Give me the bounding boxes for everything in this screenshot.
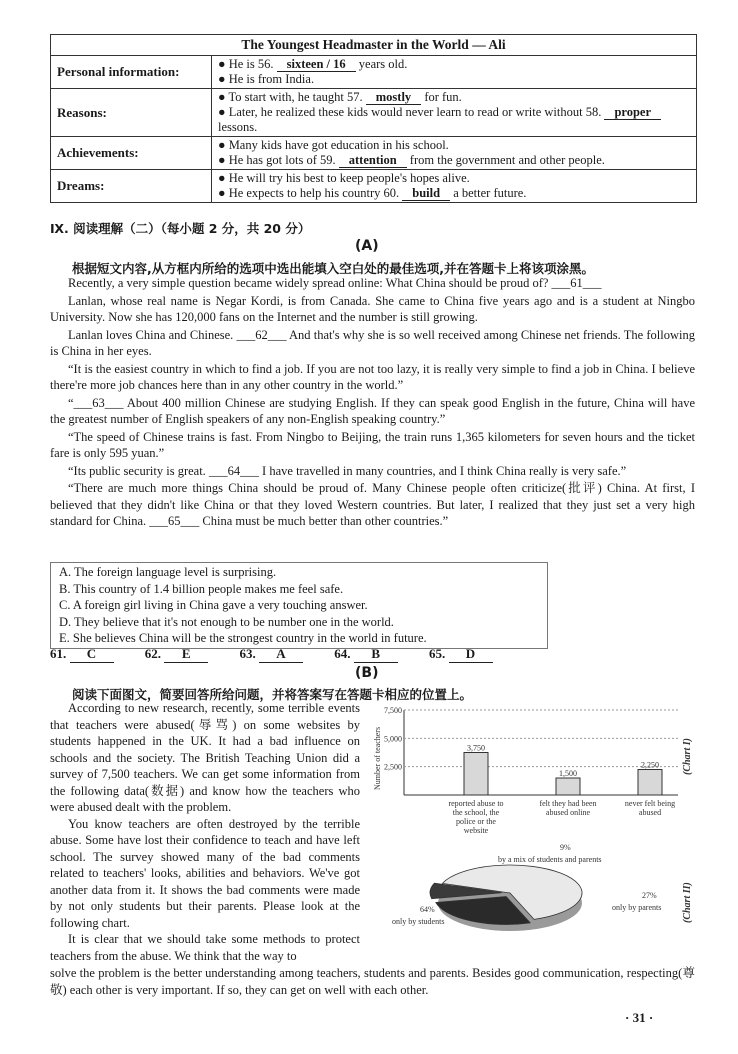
answer-num: 64. — [334, 646, 351, 661]
slice-value-label: 9% — [560, 843, 571, 852]
paragraph: “It is the easiest country in which to find a job. If you are not too lazy, it is really very simple to find a job in China. I believe there're more job chances here than in any other country in the world.” — [50, 361, 695, 392]
passage-a — [50, 275, 695, 530]
answer-blank: build — [402, 187, 450, 201]
line-text: Many kids have got education in his school. — [228, 138, 449, 152]
y-tick-label: 7,500 — [384, 706, 402, 715]
slice-label: by a mix of students and parents — [498, 855, 602, 864]
line-text: for fun. — [424, 90, 462, 104]
table-row — [51, 89, 697, 137]
info-table — [50, 34, 697, 203]
options-box — [50, 562, 548, 649]
row-label: Personal information: — [51, 56, 212, 89]
paragraph: “___63___ About 400 million Chinese are studying English. If they can speak good English in the future, China will have the greatest number of English speakers of any non-English speaking country.” — [50, 395, 695, 426]
chart-title: (Chart I) — [682, 738, 693, 775]
y-tick-label: 2,500 — [384, 762, 402, 772]
line-text: To start with, he taught 57. — [228, 90, 363, 104]
line-text: He expects to help his country 60. — [228, 186, 400, 200]
bar — [556, 778, 580, 795]
option: E. She believes China will be the strongest country in the world in future. — [59, 631, 427, 645]
bar — [464, 753, 488, 796]
paragraph: You know teachers are often destroyed by the terrible abuse. Some have lost their confidence to teach and have left school. The survey showed many of the bad comments related to teachers' looks, abilities and behaviors. We've got another data from it. It shows the bad comments were made by not only students but their parents. Please look at the following chart. — [50, 816, 360, 930]
bar — [638, 770, 662, 796]
bar-value-label: 3,750 — [467, 743, 485, 753]
answer-num: 62. — [144, 646, 161, 661]
row-content: ● Many kids have got education in his school. ● He has got lots of 59. attention from the government and other people. — [212, 137, 697, 170]
x-tick-label: reported abuse to the school, the police or the website — [448, 799, 504, 835]
part-a-label: (A) — [355, 238, 379, 254]
row-content: ● He is 56. sixteen / 16 years old. ● He is from India. — [212, 56, 697, 89]
bar-value-label: 2,250 — [641, 760, 659, 770]
answer-num: 63. — [239, 646, 256, 661]
option: D. They believe that it's not enough to be number one in the world. — [59, 614, 394, 629]
row-label: Reasons: — [51, 89, 212, 137]
paragraph: “There are much more things China should be proud of. Many Chinese people often criticize(批评) China. At first, I believed that they didn't like China or that they loved Western countries. But later, I realized that they just set a very high standard for China. ___65___ China must be much better than other countries.” — [50, 481, 695, 528]
y-axis-label: Number of teachers — [373, 726, 382, 790]
table-title: The Youngest Headmaster in the World — Ali — [51, 35, 697, 56]
part-b-instruction: 阅读下面图文，简要回答所给问题，并将答案写在答题卡相应的位置上。 — [72, 687, 473, 702]
line-text: He has got lots of 59. — [228, 153, 336, 167]
row-content: ● To start with, he taught 57. mostly for fun. ● Later, he realized these kids would never learn to read or write without 58. proper lessons. — [212, 89, 697, 137]
y-tick-label: 5,000 — [384, 734, 402, 744]
slice-value-label: 27% — [642, 891, 657, 900]
bar-chart — [368, 700, 698, 835]
x-tick-label: never felt being abused — [624, 799, 676, 817]
row-content: ● He will try his best to keep people's hopes alive. ● He expects to help his country 60. build a better future. — [212, 170, 697, 203]
x-tick-label: felt they had been abused online — [539, 799, 597, 817]
answer-blank: sixteen / 16 — [277, 58, 356, 72]
line-text: lessons. — [218, 120, 258, 134]
part-a-instruction: 根据短文内容,从方框内所给的选项中选出能填入空白处的最佳选项,并在答题卡上将该项涂黑。 — [72, 261, 594, 276]
answer-blank: proper — [604, 106, 661, 120]
answer-num: 61. — [50, 646, 67, 661]
row-label: Achievements: — [51, 137, 212, 170]
line-text: a better future. — [453, 186, 527, 200]
slice-value-label: 64% — [420, 905, 435, 914]
slice-label: only by students — [392, 917, 445, 926]
line-text: Later, he realized these kids would never learn to read or write without 58. — [228, 105, 602, 119]
line-text: He is 56. — [228, 57, 274, 71]
option: C. A foreign girl living in China gave a very touching answer. — [59, 598, 368, 612]
paragraph: “The speed of Chinese trains is fast. From Ningbo to Beijing, the train runs 1,365 kilometers for seven hours and the ticket fare is only 595 yuan.” — [50, 429, 695, 460]
answer-row — [50, 646, 493, 663]
line-text: from the government and other people. — [409, 153, 605, 167]
table-row — [51, 137, 697, 170]
option: A. The foreign language level is surprising. — [59, 565, 277, 579]
part-b-label: (B) — [355, 665, 379, 681]
line-text: He will try his best to keep people's hopes alive. — [228, 171, 470, 185]
answer-blank: attention — [339, 154, 407, 168]
option: B. This country of 1.4 billion people makes me feel safe. — [59, 581, 344, 596]
chart-title: (Chart II) — [682, 882, 693, 923]
bar-value-label: 1,500 — [559, 769, 577, 778]
table-row — [51, 170, 697, 203]
table-row — [51, 56, 697, 89]
answer-value: A — [259, 646, 303, 663]
paragraph: Recently, a very simple question became widely spread online: What China should be proud of? ___61___ — [68, 276, 602, 290]
passage-b-full — [50, 965, 695, 998]
paragraph: solve the problem is the better understanding among teachers, students and parents. Besides good communication, respecting(尊敬) each other is very important. If so, they can get on well with each other. — [50, 966, 695, 997]
row-label: Dreams: — [51, 170, 212, 203]
answer-value: E — [164, 646, 208, 663]
answer-blank: mostly — [366, 91, 421, 105]
page-number: · 31 · — [625, 1010, 654, 1025]
pie-chart — [380, 838, 698, 938]
answer-value: D — [449, 646, 493, 663]
answer-value: B — [354, 646, 398, 663]
paragraph: Lanlan, whose real name is Negar Kordi, is from Canada. She came to China five years ago and is a student at Ningbo University. Now she has 120,000 fans on the Internet and the number is still growing. — [50, 293, 695, 324]
answer-value: C — [70, 646, 114, 663]
paragraph: According to new research, recently, some terrible events that teachers were abused(辱骂) on some websites by students happened in the UK. It had a bad influence on schools and the society. The British Teaching Union did a survey of 7,500 teachers. We can get some information from the following data(数据) and know how the teachers who were abused dealt with the problem. — [50, 701, 360, 814]
passage-b-column — [50, 700, 360, 964]
line-text: He is from India. — [228, 72, 315, 86]
answer-num: 65. — [429, 646, 446, 661]
paragraph: “Its public security is great. ___64___ I have travelled in many countries, and I think China really is very safe.” — [68, 463, 627, 478]
line-text: years old. — [358, 57, 408, 71]
slice-label: only by parents — [612, 903, 662, 912]
section-heading: Ⅸ. 阅读理解（二）（每小题 2 分，共 20 分） — [50, 221, 311, 236]
paragraph: It is clear that we should take some methods to protect teachers from the abuse. We think that the way to — [50, 932, 360, 963]
paragraph: Lanlan loves China and Chinese. ___62___ And that's why she is so well received among Chinese net friends. The following is China in her eyes. — [50, 327, 695, 358]
